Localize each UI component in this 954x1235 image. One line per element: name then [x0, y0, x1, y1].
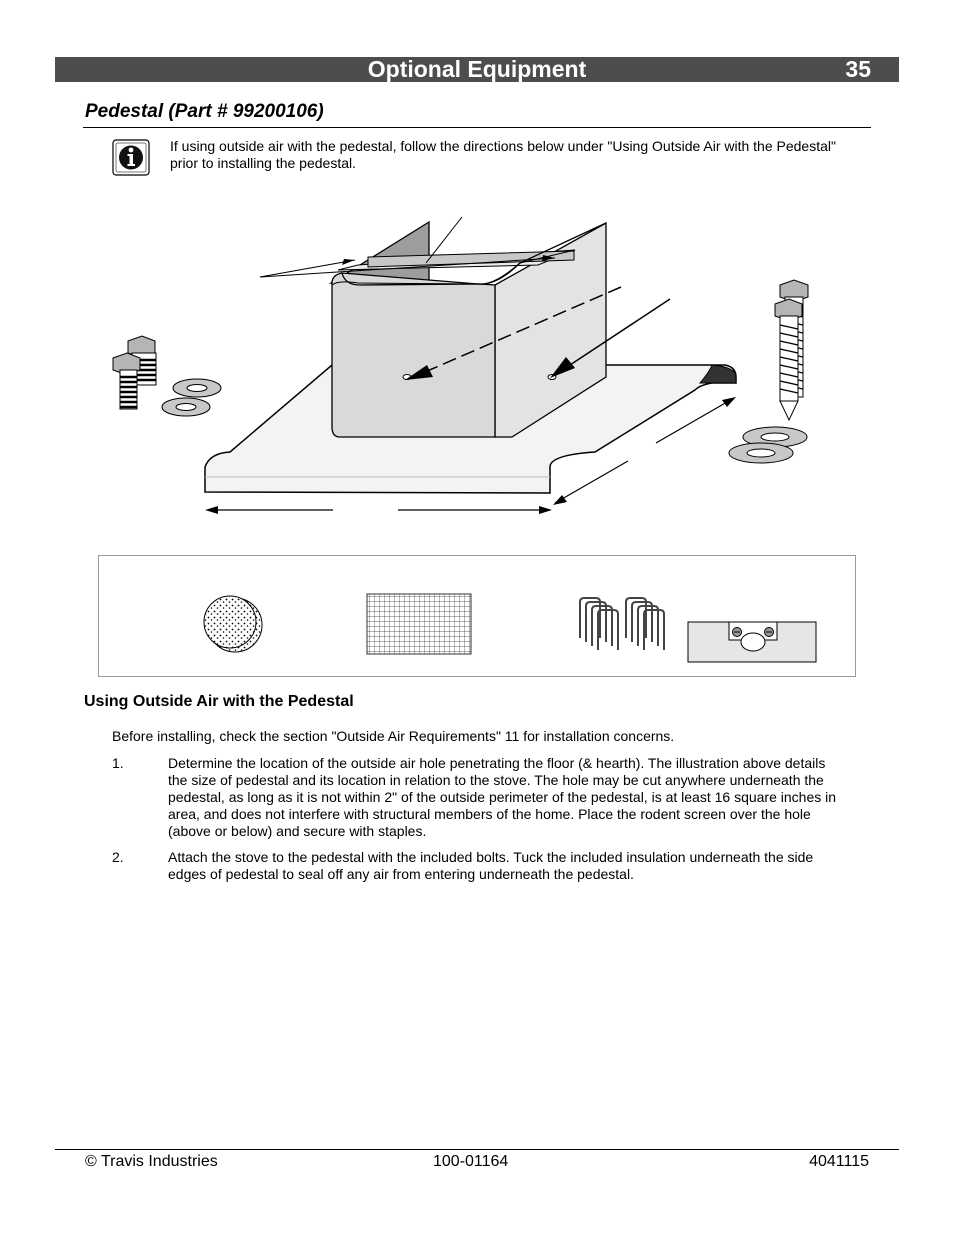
step-number: 2. — [112, 849, 124, 865]
footer-divider — [55, 1149, 899, 1150]
footer-revision-code: 4041115 — [809, 1153, 869, 1170]
large-washer-icon — [729, 427, 807, 463]
info-icon — [112, 139, 150, 176]
step-text: Attach the stove to the pedestal with the included bolts. Tuck the included insulation underneath the side edges of pedestal to seal off any air from entering underneath the pedestal. — [168, 849, 814, 882]
section-divider — [83, 127, 871, 128]
step-text: Determine the location of the outside air hole penetrating the floor (& hearth). The illustration above details the size of pedestal and its location in relation to the stove. The hole may be cut anywhere underneath the pedestal, as long as it is not within 2" of the outside perimeter of the pedestal, is at least 16 square inches in area, and does not interfere with structural members of the home. Place the rodent screen over the hole (above or below) and secure with staples. — [168, 755, 837, 839]
section-title: Pedestal (Part # 99200106) — [85, 101, 324, 122]
outside-air-bracket-icon — [688, 622, 816, 662]
lag-screw-icon — [775, 280, 808, 420]
page-title: Optional Equipment — [367, 56, 587, 82]
info-note: If using outside air with the pedestal, follow the directions below under "Using Outside Air with the Pedestal" prior to installing the pedestal. — [170, 138, 836, 171]
washer-icon — [162, 379, 221, 416]
outside-air-kit-box — [98, 555, 856, 677]
pedestal-diagram — [100, 205, 860, 525]
footer-document-number: 100-01164 — [433, 1153, 509, 1170]
footer-copyright: © Travis Industries — [85, 1153, 218, 1170]
rodent-screen-icon — [367, 594, 471, 654]
insulation-disc-icon — [204, 596, 262, 652]
page-number: 35 — [845, 56, 871, 82]
step-number: 1. — [112, 755, 124, 771]
short-bolt-icon — [113, 336, 156, 409]
header-bar — [55, 57, 899, 82]
column-front-face — [332, 273, 495, 437]
staples-icon — [580, 598, 664, 650]
outside-air-heading: Using Outside Air with the Pedestal — [84, 693, 354, 710]
outside-air-intro: Before installing, check the section "Outside Air Requirements" 11 for installation concerns. — [112, 728, 675, 744]
